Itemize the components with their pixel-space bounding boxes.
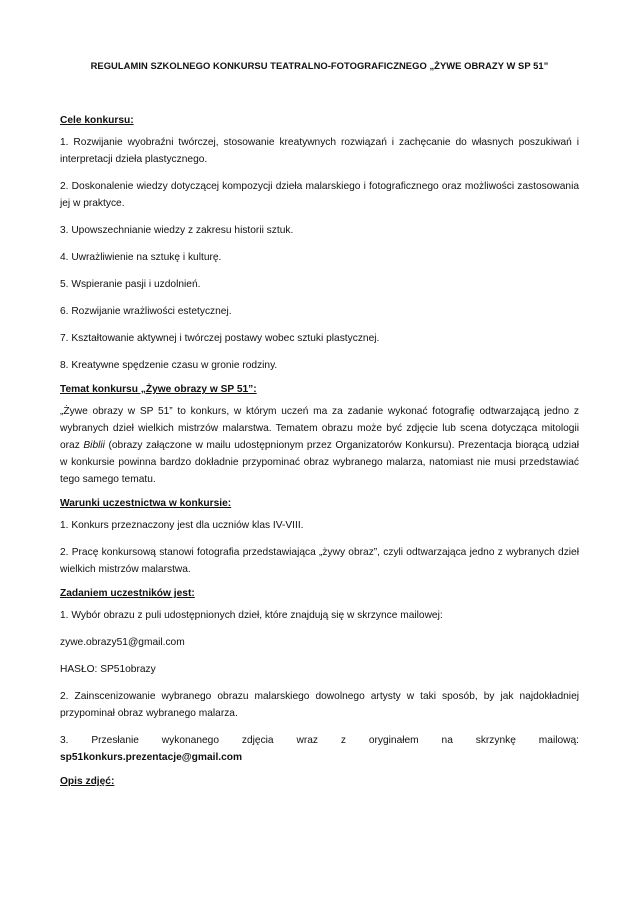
goals-heading: Cele konkursu: bbox=[60, 115, 134, 126]
task-item-3: 3. Przesłanie wykonanego zdjęcia wraz z oryginałem na skrzynkę mailową: bbox=[60, 735, 579, 746]
theme-section bbox=[60, 384, 579, 488]
goal-item-5: 5. Wspieranie pasji i uzdolnień. bbox=[60, 279, 201, 290]
task-password: HASŁO: SP51obrazy bbox=[60, 664, 156, 675]
goal-item-6: 6. Rozwijanie wrażliwości estetycznej. bbox=[60, 306, 232, 317]
conditions-section bbox=[60, 498, 579, 578]
theme-heading: Temat konkursu „Żywe obrazy w SP 51”: bbox=[60, 384, 257, 395]
goal-item-3: 3. Upowszechnianie wiedzy z zakresu historii sztuk. bbox=[60, 225, 294, 236]
photo-desc-heading: Opis zdjęć: bbox=[60, 776, 115, 787]
goal-item-8: 8. Kreatywne spędzenie czasu w gronie rodziny. bbox=[60, 360, 278, 371]
tasks-section bbox=[60, 588, 579, 766]
goal-item-4: 4. Uwrażliwienie na sztukę i kulturę. bbox=[60, 252, 222, 263]
goals-section bbox=[60, 115, 579, 374]
task-email: zywe.obrazy51@gmail.com bbox=[60, 637, 185, 648]
theme-paragraph bbox=[60, 403, 579, 488]
condition-item-2: 2. Pracę konkursową stanowi fotografia przedstawiająca „żywy obraz”, czyli odtwarzająca jedno z wybranych dzieł wielkich mistrzów malarstwa. bbox=[60, 547, 579, 575]
theme-text-italic: Biblii bbox=[83, 440, 105, 451]
task-item-1: 1. Wybór obrazu z puli udostępnionych dzieł, które znajdują się w skrzynce mailowej: bbox=[60, 610, 443, 621]
task-item-3-wrap bbox=[60, 732, 579, 766]
task-item-3-email: sp51konkurs.prezentacje@gmail.com bbox=[60, 752, 243, 763]
photo-desc-section bbox=[60, 776, 579, 787]
conditions-heading: Warunki uczestnictwa w konkursie: bbox=[60, 498, 232, 509]
document-title: REGULAMIN SZKOLNEGO KONKURSU TEATRALNO-FOTOGRAFICZNEGO „ŻYWE OBRAZY W SP 51” bbox=[90, 60, 549, 71]
theme-text-part1: „Żywe obrazy w SP 51” to konkurs, w którym uczeń ma za zadanie wykonać fotografię odtwarzającą jedno z wybranych dzieł wielkich mistrzów malarstwa. Tematem obrazu może być zdjęcie lub scena dotycząca mitologii oraz bbox=[60, 406, 579, 451]
condition-item-1: 1. Konkurs przeznaczony jest dla uczniów klas IV-VIII. bbox=[60, 520, 304, 531]
task-item-2: 2. Zainscenizowanie wybranego obrazu malarskiego dowolnego artysty w taki sposób, by jak najdokładniej przypominał obraz wybranego malarza. bbox=[60, 691, 579, 719]
tasks-heading: Zadaniem uczestników jest: bbox=[60, 588, 195, 599]
goal-item-1: 1. Rozwijanie wyobraźni twórczej, stosowanie kreatywnych rozwiązań i zachęcanie do własnych poszukiwań i interpretacji dzieła plastycznego. bbox=[60, 137, 579, 165]
goal-item-7: 7. Kształtowanie aktywnej i twórczej postawy wobec sztuki plastycznej. bbox=[60, 333, 380, 344]
theme-text-part2: (obrazy załączone w mailu udostępnionym przez Organizatorów Konkursu). Prezentacja biorącą udział w konkursie powinna bardzo dokładnie przypominać obraz wybranego malarza, natomiast nie musi przedstawiać tego samego tematu. bbox=[60, 440, 579, 485]
goal-item-2: 2. Doskonalenie wiedzy dotyczącej kompozycji dzieła malarskiego i fotograficznego oraz możliwości zastosowania jej w praktyce. bbox=[60, 181, 579, 209]
